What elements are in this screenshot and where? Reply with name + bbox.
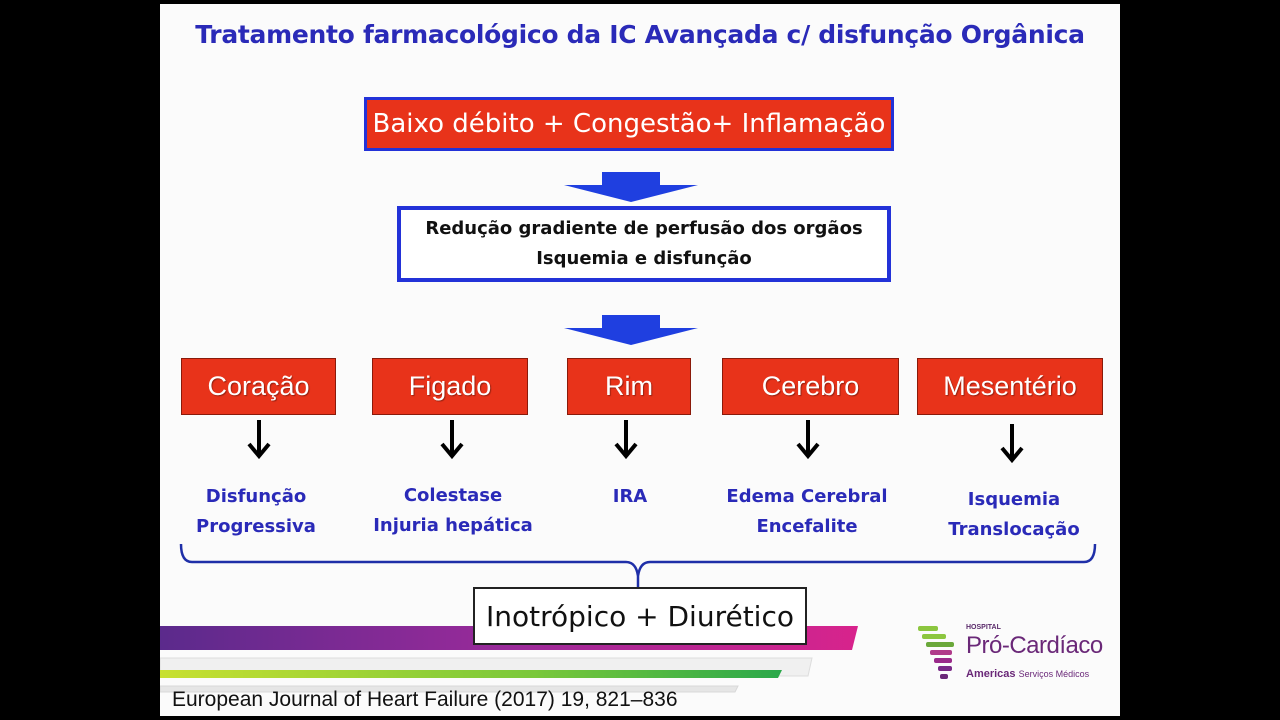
down-arrow-icon [247, 418, 271, 460]
logo-mark-icon [918, 624, 964, 684]
citation: European Journal of Heart Failure (2017) 19, 821–836 [172, 688, 678, 711]
organ-box-coracao: Coração [181, 358, 336, 415]
down-arrow-icon [1000, 422, 1024, 464]
down-arrow-icon [796, 418, 820, 460]
logo-subtitle [966, 668, 1089, 680]
outcome-line: Edema Cerebral [726, 486, 888, 507]
logo-name: Pró-Cardíaco [966, 632, 1103, 659]
outcome-line: Isquemia [967, 489, 1061, 510]
outcome-line: Disfunção [205, 486, 307, 507]
logo-hospital-label: HOSPITAL [966, 624, 1001, 631]
outcome-line: Translocação [948, 519, 1080, 540]
outcome-figado [353, 481, 553, 541]
down-arrow-icon [440, 418, 464, 460]
organ-box-cerebro: Cerebro [722, 358, 899, 415]
outcome-rim [530, 482, 730, 512]
hospital-logo [916, 622, 1106, 692]
outcome-line: Progressiva [196, 516, 316, 537]
flow-arrow-icon-2 [564, 315, 698, 345]
outcome-coracao [160, 482, 356, 542]
logo-sub-bold: Americas [966, 668, 1016, 680]
outcome-line: Encefalite [756, 516, 858, 537]
flow-arrow-icon-1 [564, 172, 698, 202]
down-arrow-icon [614, 418, 638, 460]
cause-box: Baixo débito + Congestão+ Inflamação [364, 97, 894, 151]
treatment-box: Inotrópico + Diurético [473, 587, 807, 645]
consequence-box [397, 206, 891, 282]
outcome-line: Injuria hepática [373, 515, 533, 536]
outcome-line: IRA [612, 486, 648, 507]
consequence-line-2: Isquemia e disfunção [536, 248, 752, 269]
grouping-bracket [178, 542, 1102, 592]
organ-box-figado: Figado [372, 358, 528, 415]
logo-sub-text: Serviços Médicos [1018, 669, 1090, 679]
consequence-line-1: Redução gradiente de perfusão dos orgãos [425, 218, 863, 239]
organ-box-rim: Rim [567, 358, 691, 415]
slide-title: Tratamento farmacológico da IC Avançada c/ disfunção Orgânica [195, 20, 1085, 49]
outcome-cerebro [707, 482, 907, 542]
organ-box-mesenterio: Mesentério [917, 358, 1103, 415]
outcome-line: Colestase [403, 485, 503, 506]
outcome-mesenterio [914, 485, 1114, 545]
slide [160, 4, 1120, 716]
